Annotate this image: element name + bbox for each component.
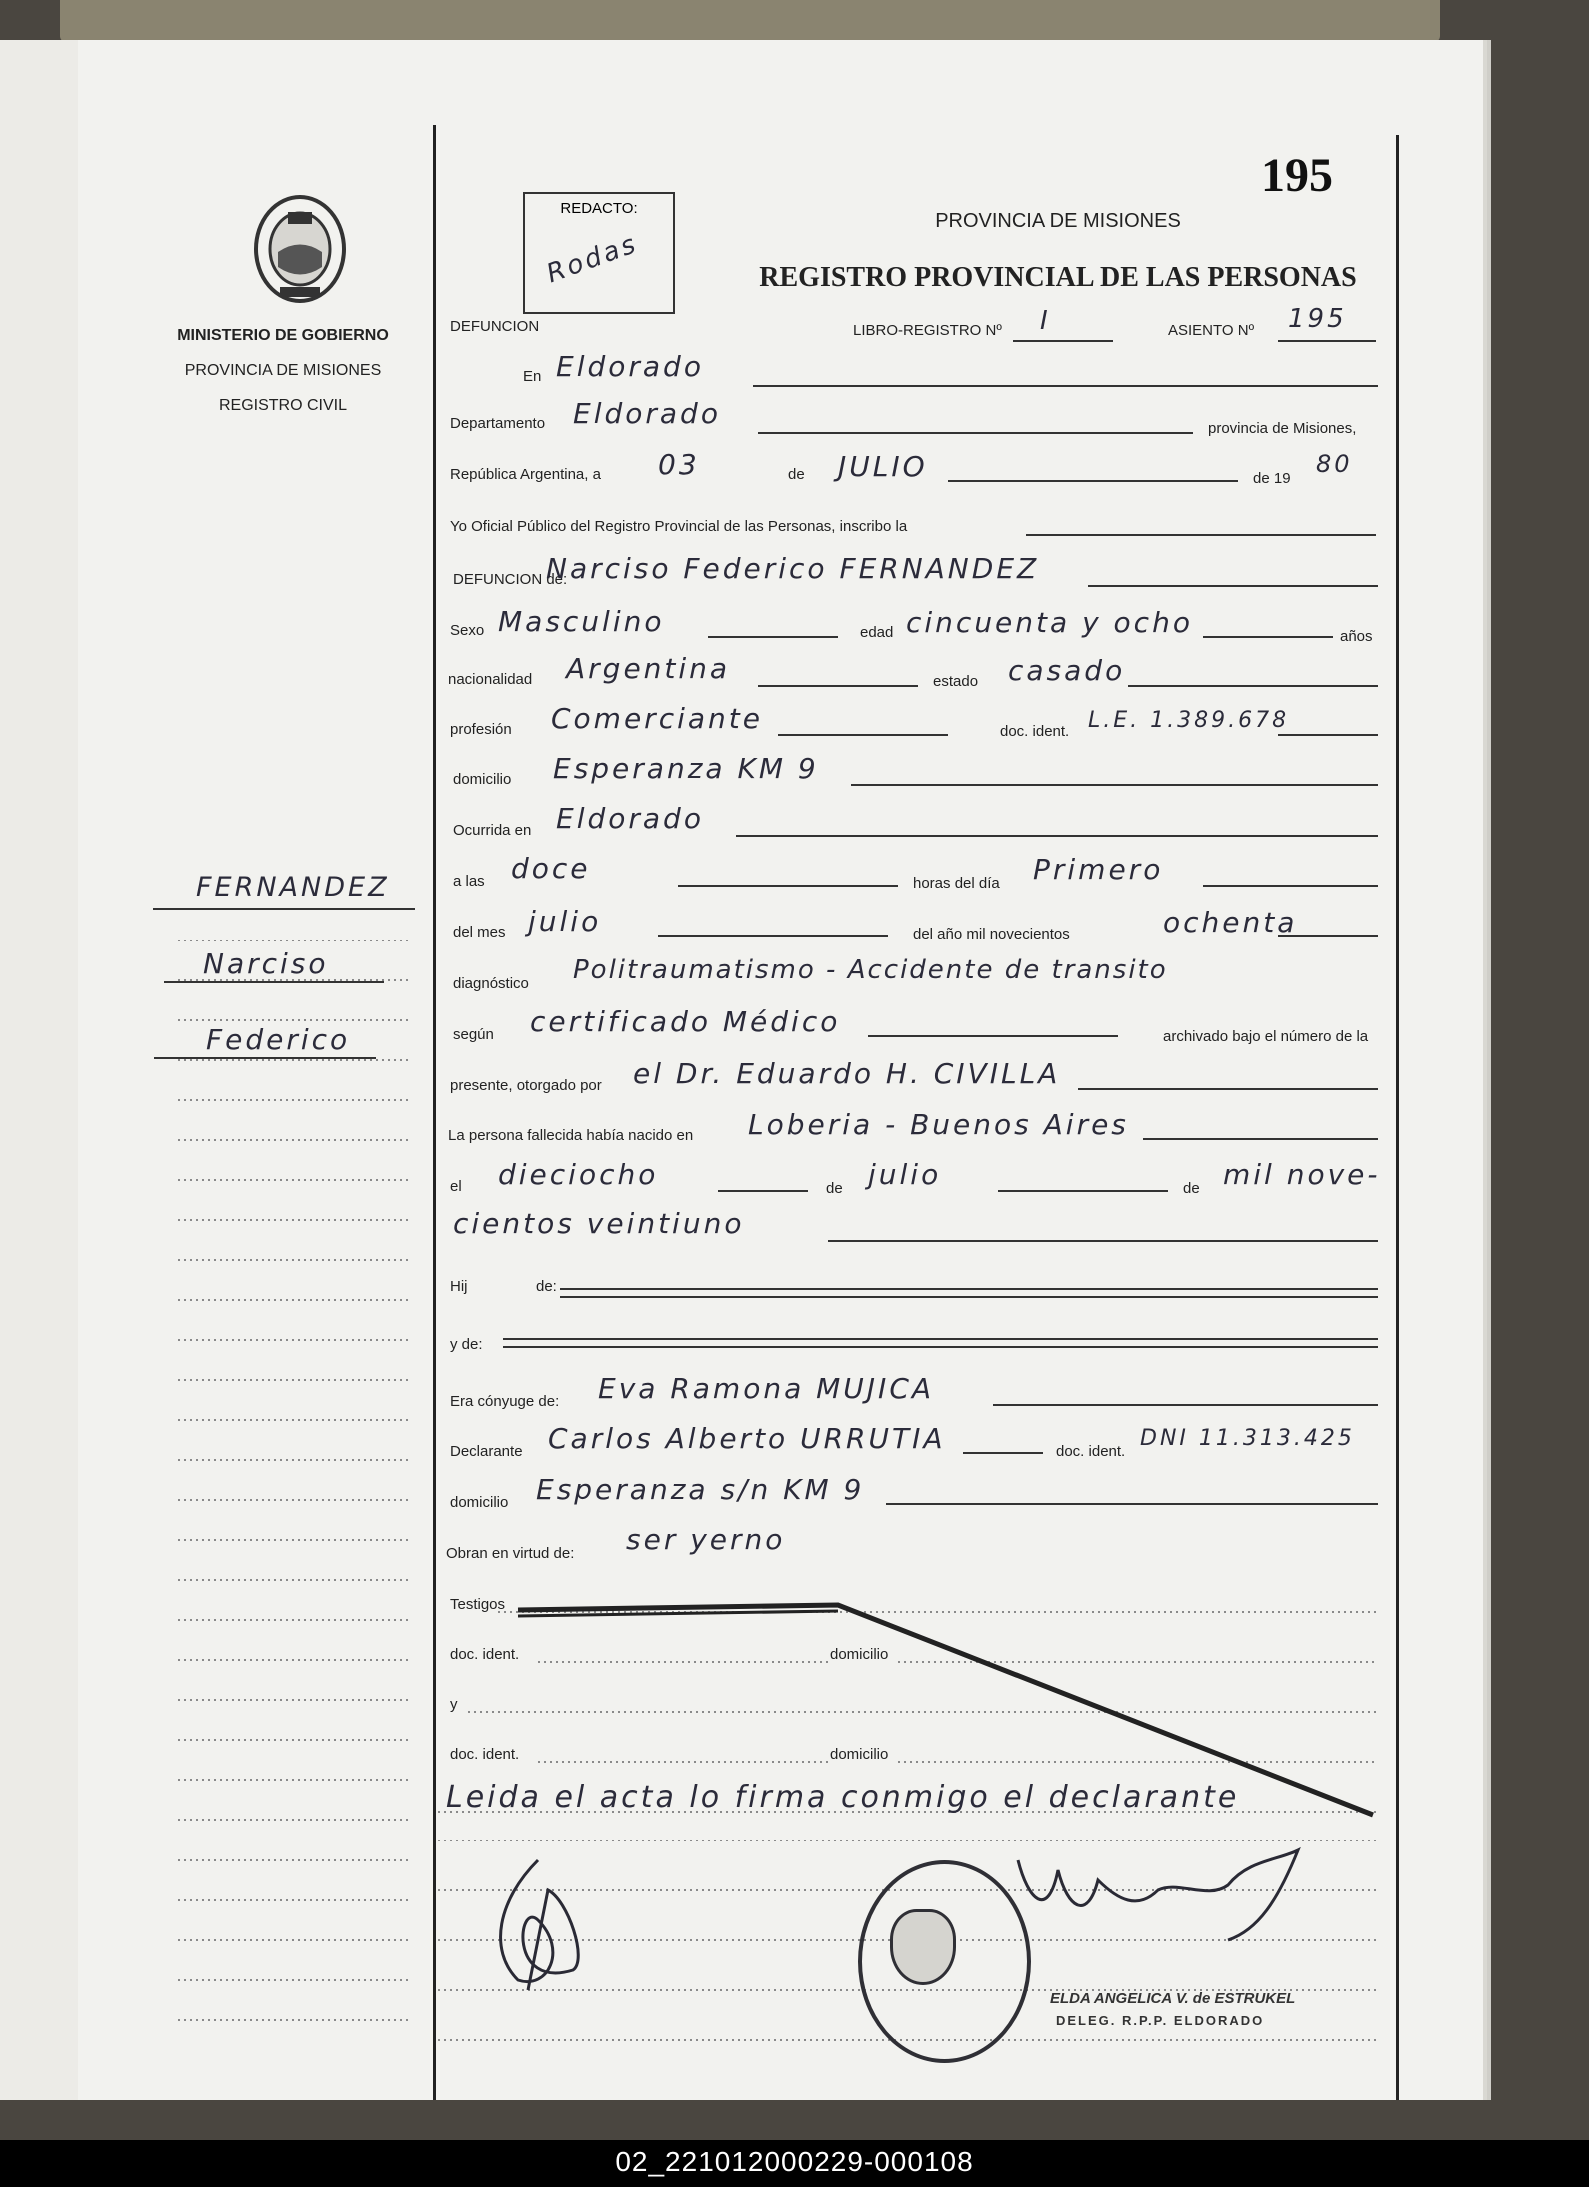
diagnostico-label: diagnóstico bbox=[453, 975, 529, 992]
edad-label: edad bbox=[860, 624, 894, 641]
asiento-value: 195 bbox=[1288, 304, 1347, 334]
asiento-label: ASIENTO Nº bbox=[1168, 322, 1255, 339]
sexo-value: Masculino bbox=[498, 605, 665, 638]
official-name: ELDA ANGELICA V. de ESTRUKEL bbox=[1050, 1990, 1296, 2007]
coat-of-arms-icon bbox=[250, 192, 350, 307]
official-title: DELEG. R.P.P. ELDORADO bbox=[1056, 2013, 1265, 2028]
archivado-label: archivado bajo el número de la bbox=[1163, 1028, 1369, 1045]
sexo-label: Sexo bbox=[450, 622, 485, 639]
declarant-signature bbox=[478, 1840, 618, 2010]
anio-label: del año mil novecientos bbox=[913, 926, 1070, 943]
estado-label: estado bbox=[933, 673, 979, 690]
del-mes-label: del mes bbox=[453, 924, 506, 941]
registry-title: REGISTRO PROVINCIAL DE LAS PERSONAS bbox=[759, 262, 1357, 293]
de3-label: de bbox=[1183, 1180, 1200, 1197]
hij-de-label: de: bbox=[536, 1278, 557, 1295]
document-page bbox=[78, 40, 1483, 2100]
estado-value: casado bbox=[1008, 654, 1126, 687]
a-las-label: a las bbox=[453, 873, 485, 890]
obran-value: ser yerno bbox=[626, 1523, 786, 1556]
page-number: 195 bbox=[1261, 149, 1333, 202]
nacionalidad-label: nacionalidad bbox=[448, 671, 533, 688]
ocurrida-label: Ocurrida en bbox=[453, 822, 532, 839]
declarante-value: Carlos Alberto URRUTIA bbox=[548, 1422, 946, 1455]
nacionalidad-value: Argentina bbox=[566, 652, 731, 685]
month-value: JULIO bbox=[838, 450, 928, 483]
doc-ident-value: L.E. 1.389.678 bbox=[1088, 708, 1290, 733]
de2-value: julio bbox=[868, 1158, 942, 1191]
anio-value: ochenta bbox=[1163, 906, 1298, 939]
segun-label: según bbox=[453, 1026, 494, 1043]
edad-value: cincuenta y ocho bbox=[906, 606, 1193, 639]
testigo2-doc-label: doc. ident. bbox=[450, 1746, 520, 1763]
departamento-value: Eldorado bbox=[573, 397, 721, 430]
margin-surname: FERNANDEZ bbox=[196, 872, 390, 903]
redacto-signature: Rodas bbox=[542, 228, 643, 290]
testigo2-domicilio-label: domicilio bbox=[830, 1746, 889, 1763]
doc-ident2-label: doc. ident. bbox=[1056, 1443, 1126, 1460]
defuncion-de-label: DEFUNCION de: bbox=[453, 571, 568, 588]
ministry-label: MINISTERIO DE GOBIERNO bbox=[177, 327, 389, 344]
testigo1-domicilio-label: domicilio bbox=[830, 1646, 889, 1663]
de2-label: de bbox=[826, 1180, 843, 1197]
margin-first-name: Narciso bbox=[203, 947, 329, 980]
en-label: En bbox=[523, 368, 542, 385]
margin-middle-name: Federico bbox=[206, 1023, 351, 1056]
official-signature bbox=[978, 1800, 1378, 1950]
domicilio2-value: Esperanza s/n KM 9 bbox=[536, 1473, 865, 1506]
el-label: el bbox=[450, 1178, 462, 1195]
de3-value: mil nove- bbox=[1223, 1158, 1381, 1191]
libro-value: I bbox=[1040, 306, 1051, 336]
redacto-box bbox=[523, 192, 675, 314]
a-las-value: doce bbox=[511, 852, 591, 885]
domicilio-label: domicilio bbox=[453, 771, 512, 788]
testigo1-doc-label: doc. ident. bbox=[450, 1646, 520, 1663]
conyuge-value: Eva Ramona MUJICA bbox=[598, 1372, 935, 1405]
oficial-statement: Yo Oficial Público del Registro Provincial de las Personas, inscribo la bbox=[450, 518, 908, 535]
year-label: de 19 bbox=[1253, 470, 1291, 487]
segun-value: certificado Médico bbox=[530, 1005, 841, 1038]
profesion-label: profesión bbox=[450, 721, 512, 738]
deceased-name: Narciso Federico FERNANDEZ bbox=[546, 552, 1040, 585]
left-province-label: PROVINCIA DE MISIONES bbox=[184, 362, 382, 379]
y-de-label: y de: bbox=[450, 1336, 483, 1353]
presente-label: presente, otorgado por bbox=[450, 1077, 602, 1094]
nacido-label: La persona fallecida había nacido en bbox=[448, 1127, 694, 1144]
republica-label: República Argentina, a bbox=[450, 466, 601, 483]
province-title: PROVINCIA DE MISIONES bbox=[935, 210, 1181, 232]
left-page bbox=[0, 40, 80, 2100]
horas-label: horas del día bbox=[913, 875, 1000, 892]
del-mes-value: julio bbox=[528, 905, 602, 938]
image-code: 02_221012000229-000108 bbox=[615, 2146, 974, 2177]
testigos-label: Testigos bbox=[450, 1596, 506, 1613]
el-value: dieciocho bbox=[498, 1158, 659, 1191]
de-label: de bbox=[788, 466, 805, 483]
book-cover-top bbox=[60, 0, 1440, 42]
libro-label: LIBRO-REGISTRO Nº bbox=[853, 322, 1002, 339]
presente-value: el Dr. Eduardo H. CIVILLA bbox=[633, 1057, 1061, 1090]
day-value: 03 bbox=[658, 448, 700, 481]
record-type-label: DEFUNCION bbox=[450, 318, 540, 335]
horas-value: Primero bbox=[1033, 853, 1164, 886]
doc-ident-label: doc. ident. bbox=[1000, 723, 1070, 740]
obran-label: Obran en virtud de: bbox=[446, 1545, 575, 1562]
domicilio-value: Esperanza KM 9 bbox=[553, 752, 819, 785]
provincia-suffix: provincia de Misiones, bbox=[1208, 420, 1357, 437]
departamento-label: Departamento bbox=[450, 415, 546, 432]
continuation-value: cientos veintiuno bbox=[453, 1207, 745, 1240]
en-value: Eldorado bbox=[556, 350, 704, 383]
domicilio2-label: domicilio bbox=[450, 1494, 509, 1511]
hij-label: Hij bbox=[450, 1278, 468, 1295]
official-stamp bbox=[858, 1860, 1031, 2063]
declarante-label: Declarante bbox=[450, 1443, 523, 1460]
conyuge-label: Era cónyuge de: bbox=[450, 1393, 560, 1410]
ocurrida-value: Eldorado bbox=[556, 802, 704, 835]
closing-statement: Leida el acta lo firma conmigo el declarante bbox=[446, 1780, 1240, 1815]
anos-label: años bbox=[1340, 628, 1373, 645]
registro-civil-label: REGISTRO CIVIL bbox=[218, 397, 348, 414]
profesion-value: Comerciante bbox=[551, 702, 763, 735]
year-value: 80 bbox=[1316, 450, 1353, 478]
redacto-label: REDACTO: bbox=[560, 200, 638, 217]
margin-dotted-lines bbox=[178, 940, 418, 2060]
diagnostico-value: Politraumatismo - Accidente de transito bbox=[573, 955, 1168, 985]
nacido-value: Loberia - Buenos Aires bbox=[748, 1108, 1129, 1141]
testigo-y-label: y bbox=[450, 1696, 458, 1713]
doc-ident2-value: DNI 11.313.425 bbox=[1140, 1426, 1355, 1451]
